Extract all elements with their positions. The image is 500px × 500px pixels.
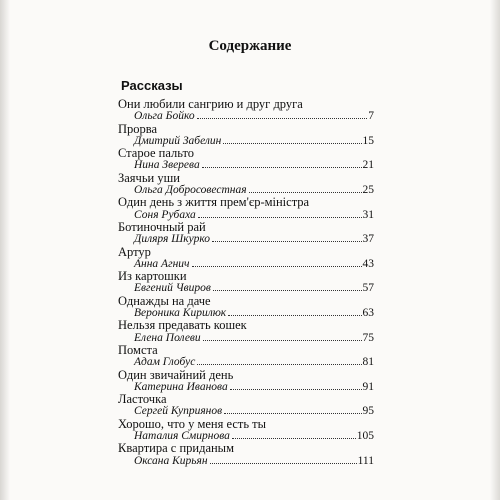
author-name: Вероника Кирилюк xyxy=(134,306,227,319)
author-name: Оксана Кирьян xyxy=(134,454,208,467)
dot-leader xyxy=(213,290,362,291)
page-number: 37 xyxy=(362,233,374,246)
story-title: Ласточка xyxy=(118,392,167,407)
story-title: Один день з життя прем'єр-міністра xyxy=(118,195,310,210)
toc-entry xyxy=(118,319,374,344)
dot-leader xyxy=(210,463,357,464)
dot-leader xyxy=(192,266,362,267)
toc-entry xyxy=(118,221,374,246)
story-title: Артур xyxy=(118,244,151,259)
page-number: 25 xyxy=(362,183,374,196)
page-number: 21 xyxy=(362,159,374,172)
author-line xyxy=(118,405,374,417)
author-name: Ольга Бойко xyxy=(134,110,195,123)
author-line xyxy=(118,356,374,368)
author-line xyxy=(118,184,374,196)
author-line xyxy=(118,209,374,221)
author-name: Сергей Куприянов xyxy=(134,405,223,418)
page-number: 63 xyxy=(362,306,374,319)
page-title: Содержание xyxy=(208,38,292,54)
author-line xyxy=(118,430,374,442)
story-title: Один звичайний день xyxy=(118,367,234,382)
table-of-contents xyxy=(118,98,374,467)
story-title: Однажды на даче xyxy=(118,293,211,308)
author-line xyxy=(118,455,374,467)
author-name: Диляря Шкурко xyxy=(134,233,211,246)
author-name: Соня Рубаха xyxy=(134,208,196,221)
page-number: 91 xyxy=(362,380,374,393)
toc-entry xyxy=(118,98,374,123)
toc-entry xyxy=(118,246,374,271)
author-line xyxy=(118,307,374,319)
dot-leader xyxy=(232,438,356,439)
toc-entry xyxy=(118,442,374,467)
page-edge-shadow-left xyxy=(0,0,10,500)
page-number: 43 xyxy=(362,257,374,270)
page-edge-shadow-right xyxy=(490,0,500,500)
page-number: 15 xyxy=(362,134,374,147)
page-number: 95 xyxy=(362,405,374,418)
author-line xyxy=(118,332,374,344)
dot-leader xyxy=(197,364,361,365)
toc-entry xyxy=(118,123,374,148)
dot-leader xyxy=(223,143,361,144)
author-name: Катерина Иванова xyxy=(134,380,228,393)
story-title: Ботиночный рай xyxy=(118,219,206,234)
page-number: 75 xyxy=(362,331,374,344)
author-name: Ольга Добросовестная xyxy=(134,183,247,196)
page-number: 7 xyxy=(368,110,374,123)
dot-leader xyxy=(249,192,362,193)
page-number: 111 xyxy=(357,454,374,467)
author-name: Наталия Смирнова xyxy=(134,429,230,442)
author-line xyxy=(118,135,374,147)
page-number: 31 xyxy=(362,208,374,221)
toc-entry xyxy=(118,196,374,221)
story-title: Из картошки xyxy=(118,269,187,284)
page-number: 57 xyxy=(362,282,374,295)
page-number: 81 xyxy=(362,356,374,369)
toc-entry xyxy=(118,369,374,394)
dot-leader xyxy=(224,413,361,414)
dot-leader xyxy=(228,315,361,316)
author-name: Адам Глобус xyxy=(134,356,196,369)
toc-entry xyxy=(118,418,374,443)
toc-entry xyxy=(118,172,374,197)
author-line xyxy=(118,110,374,122)
page-number: 105 xyxy=(356,429,374,442)
dot-leader xyxy=(198,217,362,218)
story-title: Хорошо, что у меня есть ты xyxy=(118,416,267,431)
dot-leader xyxy=(203,340,362,341)
author-name: Евгений Чвиров xyxy=(134,282,211,295)
toc-entry xyxy=(118,295,374,320)
story-title: Нельзя предавать кошек xyxy=(118,318,247,333)
author-name: Анна Агнич xyxy=(134,257,190,270)
author-line xyxy=(118,258,374,270)
story-title: Прорва xyxy=(118,121,158,136)
story-title: Старое пальто xyxy=(118,146,195,161)
author-line xyxy=(118,233,374,245)
dot-leader xyxy=(202,167,362,168)
toc-entry xyxy=(118,393,374,418)
story-title: Помста xyxy=(118,342,158,357)
dot-leader xyxy=(230,389,362,390)
dot-leader xyxy=(197,118,368,119)
story-title: Квартира с приданым xyxy=(118,441,234,456)
toc-entry xyxy=(118,344,374,369)
story-title: Заячьи уши xyxy=(118,170,180,185)
section-heading: Рассказы xyxy=(121,78,183,93)
author-name: Елена Полеви xyxy=(134,331,201,344)
story-title: Они любили сангрию и друг друга xyxy=(118,97,303,111)
author-name: Дмитрий Забелин xyxy=(134,134,222,147)
author-line xyxy=(118,159,374,171)
dot-leader xyxy=(212,241,361,242)
author-line xyxy=(118,282,374,294)
toc-entry xyxy=(118,270,374,295)
toc-entry xyxy=(118,147,374,172)
author-line xyxy=(118,381,374,393)
author-name: Нина Зверева xyxy=(134,159,200,172)
